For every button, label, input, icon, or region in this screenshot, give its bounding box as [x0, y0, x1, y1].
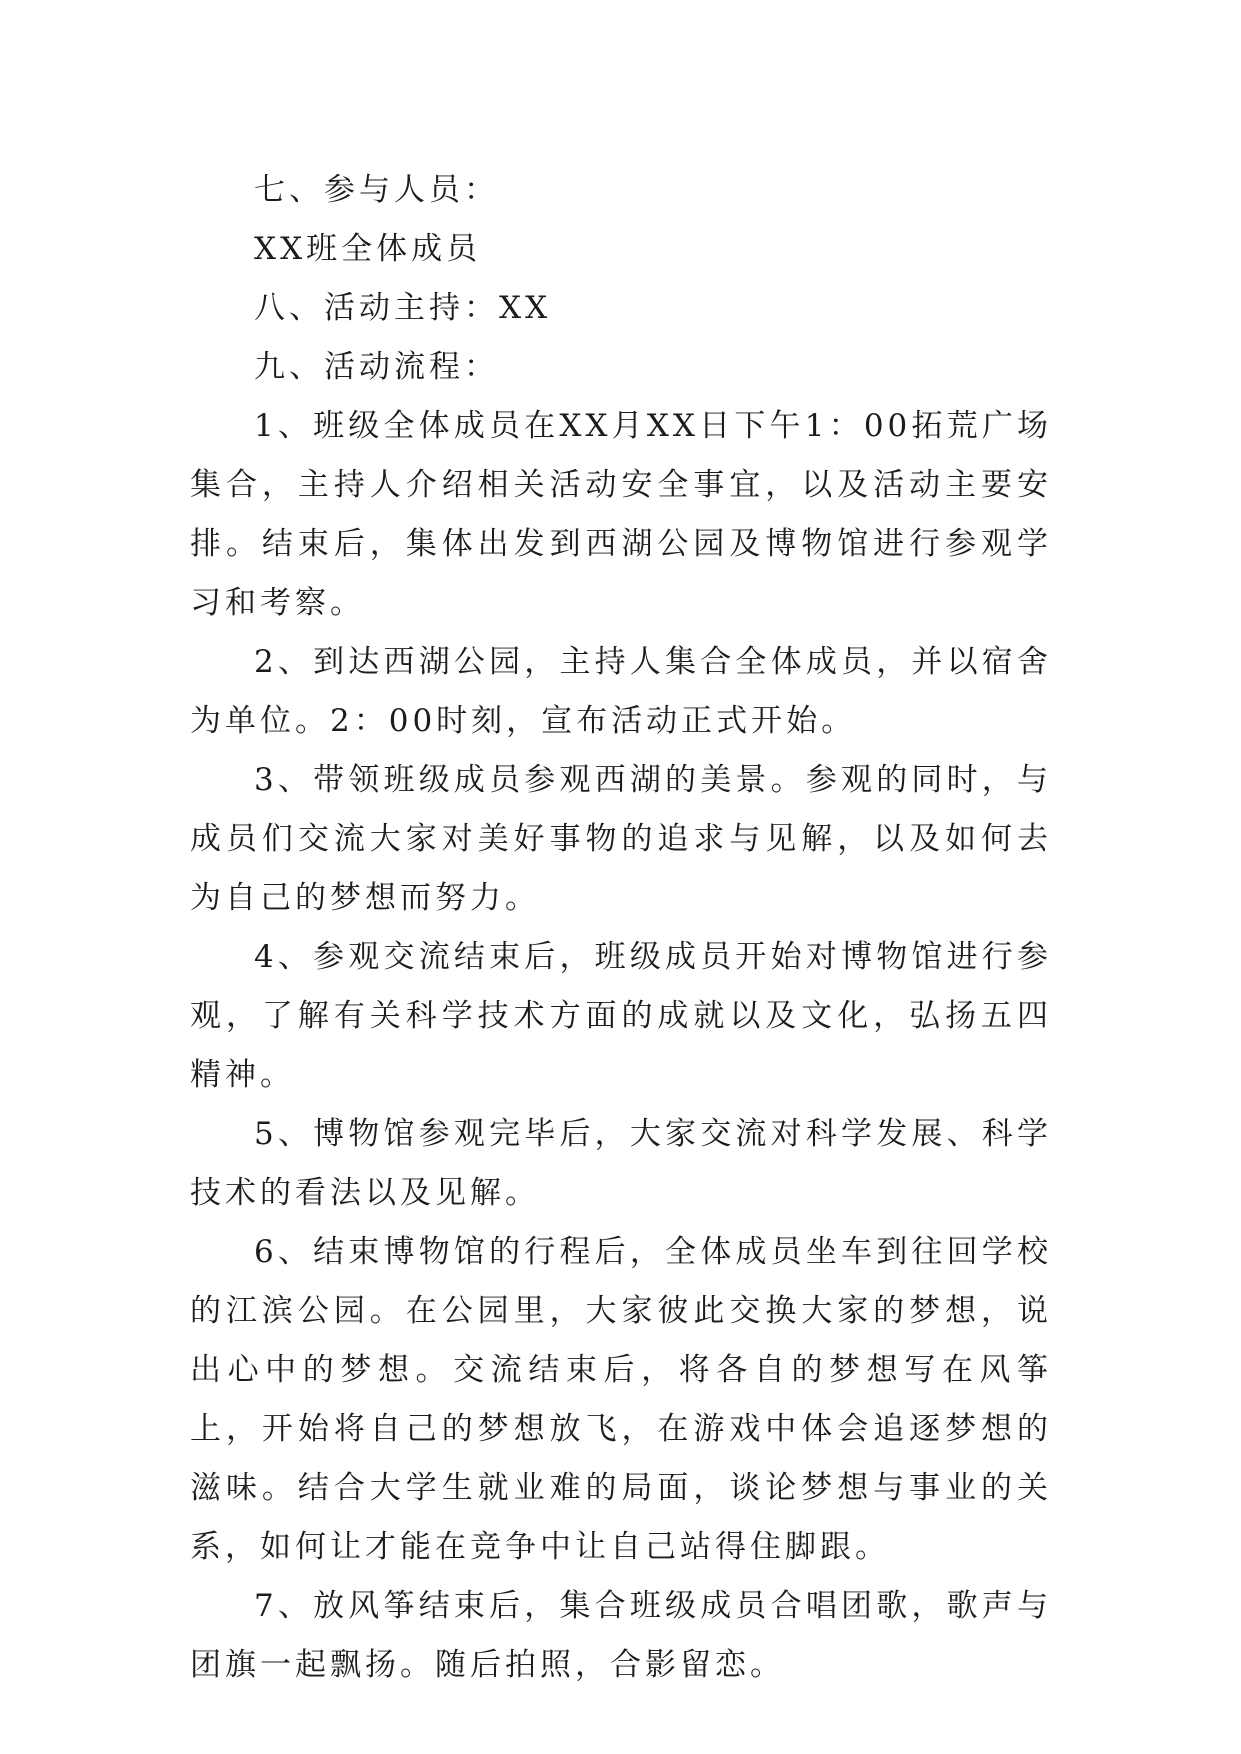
- process-step-3: 3、带领班级成员参观西湖的美景。参观的同时，与成员们交流大家对美好事物的追求与见解，以及如何去为自己的梦想而努力。: [190, 762, 1052, 916]
- section-heading-process: 九、活动流程：: [254, 349, 499, 385]
- process-step-2: 2、到达西湖公园，主持人集合全体成员，并以宿舍为单位。2：00时刻，宣布活动正式开始。: [190, 644, 1052, 739]
- section-heading-host: 八、活动主持：XX: [254, 290, 552, 326]
- process-step-6: 6、结束博物馆的行程后，全体成员坐车到往回学校的江滨公园。在公园里，大家彼此交换大家的梦想，说出心中的梦想。交流结束后，将各自的梦想写在风筝上，开始将自己的梦想放飞，在游戏中体会追逐梦想的滋味。结合大学生就业难的局面，谈论梦想与事业的关系，如何让才能在竞争中让自己站得住脚跟。: [190, 1234, 1052, 1565]
- process-step-4: 4、参观交流结束后，班级成员开始对博物馆进行参观，了解有关科学技术方面的成就以及文化，弘扬五四精神。: [190, 939, 1052, 1093]
- document-body: [190, 161, 1052, 1695]
- process-step-5: 5、博物馆参观完毕后，大家交流对科学发展、科学技术的看法以及见解。: [190, 1116, 1052, 1211]
- section-heading-participants: 七、参与人员：: [254, 172, 499, 208]
- participants-text: XX班全体成员: [254, 231, 482, 267]
- process-step-7: 7、放风筝结束后，集合班级成员合唱团歌，歌声与团旗一起飘扬。随后拍照，合影留恋。: [190, 1588, 1052, 1683]
- process-step-1: 1、班级全体成员在XX月XX日下午1：00拓荒广场集合，主持人介绍相关活动安全事宜，以及活动主要安排。结束后，集体出发到西湖公园及博物馆进行参观学习和考察。: [190, 408, 1052, 621]
